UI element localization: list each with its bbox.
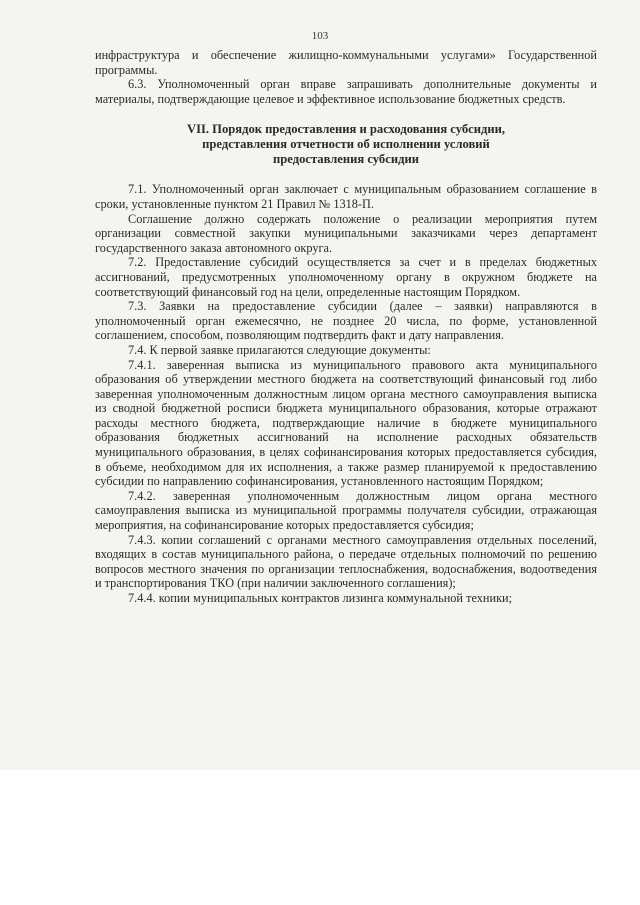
paragraph-7-4-2: 7.4.2. заверенная уполномоченным должностным лицом органа местного самоуправления выписка из муниципальной программы получателя субсидии, отражающая мероприятия, на софинансирование которых предоставляется субсидия; — [95, 488, 597, 533]
paragraph-7-1: 7.1. Уполномоченный орган заключает с муниципальным образованием соглашение в сроки, установленные пунктом 21 Правил № 1318-П. — [95, 182, 597, 211]
paragraph-7-2: 7.2. Предоставление субсидий осуществляется за счет и в пределах бюджетных ассигнований, предусмотренных уполномоченному органу в окружном бюджете на соответствующий финансовый год на цели, определенные настоящим Порядком. — [95, 255, 597, 299]
section-heading-line-1: VII. Порядок предоставления и расходования субсидии, — [186, 122, 506, 137]
section-heading-line-2: представления отчетности об исполнении условий — [202, 137, 490, 152]
paragraph-continuation: инфраструктура и обеспечение жилищно-коммунальными услугами» Государственной программы. — [95, 48, 597, 77]
paragraph-7-4-1: 7.4.1. заверенная выписка из муниципального правового акта муниципального образования об утверждении местного бюджета на соответствующий финансовый год либо заверенная уполномоченным должностным лицом органа местного самоуправления выписка из сводной бюджетной росписи бюджета муниципального образования, которые отражают расходы местного бюджета, подтверждающие наличие в бюджете муниципального образования бюджетных ассигнований на исполнение расходных обязательств муниципального образования, в целях софинансирования которых предоставляется субсидия, в объеме, необходимом для их исполнения, а также размер планируемой к предоставлению субсидии по направлению софинансирования, установленного настоящим Порядком; — [95, 357, 597, 489]
section-heading — [95, 122, 597, 167]
paragraph-7-4: 7.4. К первой заявке прилагаются следующие документы: — [128, 342, 431, 357]
paragraph-7-3: 7.3. Заявки на предоставление субсидии (далее – заявки) направляются в уполномоченный орган ежемесячно, не позднее 20 числа, по форме, установленной соглашением, способом, позволяющим подтвердить факт и дату направления. — [95, 299, 597, 343]
paragraph-7-4-3: 7.4.3. копии соглашений с органами местного самоуправления отдельных поселений, входящих в состав муниципального района, о передаче отдельных полномочий по решению вопросов местного значения по организации теплоснабжения, водоснабжения, водоотведения и транспортирования ТКО (при наличии заключенного соглашения); — [95, 532, 597, 591]
paragraph-6-3: 6.3. Уполномоченный орган вправе запрашивать дополнительные документы и материалы, подтверждающие целевое и эффективное использование бюджетных средств. — [95, 77, 597, 106]
document-body — [95, 48, 597, 606]
page-number: 103 — [311, 30, 329, 42]
section-heading-line-3: предоставления субсидии — [273, 152, 419, 167]
blank-area — [0, 770, 640, 905]
paragraph-7-4-4: 7.4.4. копии муниципальных контрактов лизинга коммунальной техники; — [128, 591, 513, 605]
paragraph-agreement: Соглашение должно содержать положение о реализации мероприятия путем организации совместной закупки муниципальными заказчиками через департамент государственного заказа автономного округа. — [95, 211, 597, 255]
